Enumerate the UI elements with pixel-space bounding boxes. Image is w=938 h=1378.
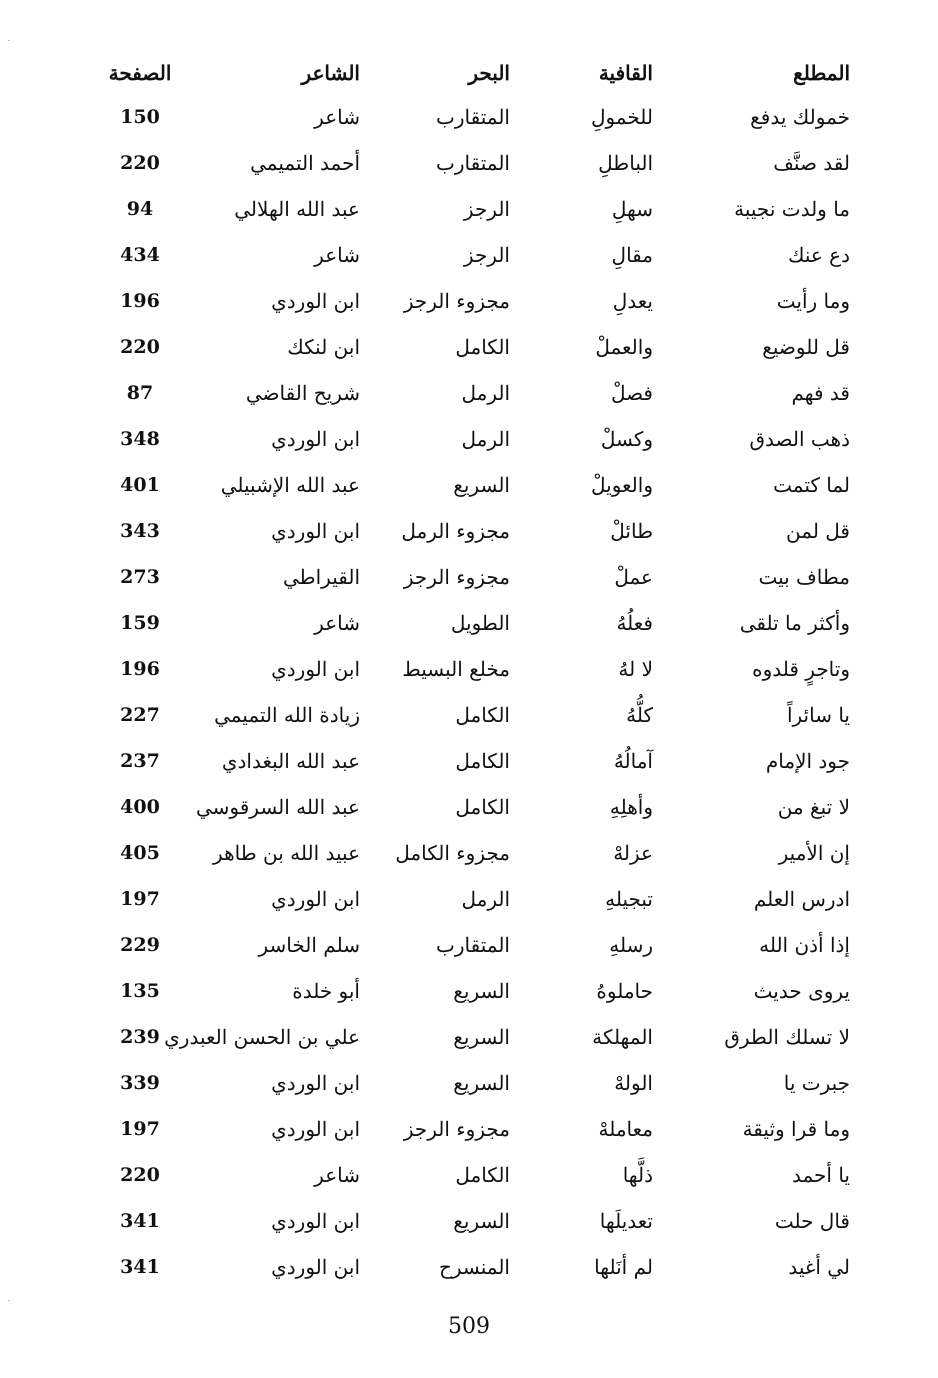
cell-shaer: ابن الوردي <box>271 1071 360 1095</box>
cell-bahr: مجزوء الرمل <box>401 519 510 543</box>
table-row <box>105 508 865 554</box>
table-row <box>105 462 865 508</box>
cell-qafia: رسلهِ <box>609 933 653 957</box>
cell-page: 94 <box>126 198 154 220</box>
cell-page: 237 <box>120 750 160 772</box>
cell-page: 401 <box>120 474 160 496</box>
table-row <box>105 1014 865 1060</box>
cell-page: 135 <box>120 980 160 1002</box>
cell-matla: وما رأيت <box>776 289 850 313</box>
table-row <box>105 922 865 968</box>
cell-page: 341 <box>120 1256 160 1278</box>
cell-qafia: حاملوهُ <box>596 979 653 1003</box>
cell-page: 196 <box>120 658 160 680</box>
cell-bahr: الكامل <box>455 1163 510 1187</box>
table-row <box>105 186 865 232</box>
cell-page: 197 <box>120 1118 160 1140</box>
table-row <box>105 600 865 646</box>
table-row <box>105 1244 865 1290</box>
cell-page: 196 <box>120 290 160 312</box>
table-row <box>105 830 865 876</box>
cell-bahr: الرجز <box>463 197 510 221</box>
cell-shaer: شاعر <box>314 1163 360 1187</box>
table-row <box>105 692 865 738</box>
table-header-row <box>105 52 865 94</box>
cell-matla: لقد صنَّف <box>773 151 850 175</box>
cell-matla: وأكثر ما تلقى <box>739 611 850 635</box>
cell-matla: ما ولدت نجيبة <box>734 197 850 221</box>
cell-shaer: شريح القاضي <box>245 381 360 405</box>
table-row <box>105 370 865 416</box>
cell-bahr: المتقارب <box>436 933 510 957</box>
cell-bahr: الكامل <box>455 795 510 819</box>
cell-shaer: ابن الوردي <box>271 289 360 313</box>
cell-qafia: المهلكة <box>592 1025 653 1049</box>
cell-matla: قد فهم <box>791 381 850 405</box>
cell-qafia: الولهْ <box>614 1071 653 1095</box>
table-row <box>105 416 865 462</box>
table-row <box>105 968 865 1014</box>
cell-qafia: عزلهْ <box>613 841 653 865</box>
cell-qafia: للخمولِ <box>590 105 653 129</box>
header-matla: المطلع <box>793 61 850 85</box>
table-row <box>105 554 865 600</box>
cell-qafia: كلُّهُ <box>626 703 653 727</box>
cell-qafia: سهلِ <box>611 197 653 221</box>
cell-bahr: الكامل <box>455 703 510 727</box>
cell-shaer: ابن الوردي <box>271 427 360 451</box>
cell-page: 339 <box>120 1072 160 1094</box>
cell-qafia: معاملهْ <box>598 1117 653 1141</box>
cell-page: 197 <box>120 888 160 910</box>
cell-bahr: مجزوء الكامل <box>395 841 510 865</box>
cell-bahr: الرجز <box>463 243 510 267</box>
cell-matla: إن الأمير <box>778 841 850 865</box>
cell-page: 434 <box>120 244 160 266</box>
cell-qafia: فصلْ <box>610 381 653 405</box>
cell-matla: لي أغيد <box>788 1255 850 1279</box>
cell-qafia: وكسلْ <box>600 427 653 451</box>
cell-qafia: عملْ <box>614 565 653 589</box>
cell-qafia: والعملْ <box>595 335 653 359</box>
cell-bahr: المتقارب <box>436 151 510 175</box>
scan-edge-mark <box>8 40 10 41</box>
cell-matla: وما قرا وثيقة <box>742 1117 850 1141</box>
cell-shaer: عبيد الله بن طاهر <box>213 841 360 865</box>
cell-bahr: الكامل <box>455 749 510 773</box>
table-row <box>105 1198 865 1244</box>
cell-bahr: السريع <box>453 1071 510 1095</box>
cell-qafia: وأهلِهِ <box>609 795 653 819</box>
cell-qafia: طائلْ <box>610 519 653 543</box>
cell-matla: يا أحمد <box>792 1163 850 1187</box>
table-row <box>105 1106 865 1152</box>
cell-shaer: ابن لنكك <box>287 335 360 359</box>
cell-bahr: السريع <box>453 1209 510 1233</box>
cell-matla: جود الإمام <box>765 749 850 773</box>
cell-shaer: ابن الوردي <box>271 519 360 543</box>
cell-page: 220 <box>120 152 160 174</box>
header-qafia: القافية <box>598 61 653 85</box>
cell-qafia: ذلَّها <box>622 1163 653 1187</box>
header-page: الصفحة <box>108 61 172 85</box>
cell-qafia: الباطلِ <box>598 151 653 175</box>
table-row <box>105 738 865 784</box>
cell-qafia: تعديلَها <box>599 1209 653 1233</box>
index-table <box>105 52 865 1290</box>
cell-bahr: السريع <box>453 979 510 1003</box>
cell-page: 341 <box>120 1210 160 1232</box>
table-row <box>105 140 865 186</box>
cell-bahr: مجزوء الرجز <box>403 1117 510 1141</box>
cell-page: 400 <box>120 796 160 818</box>
cell-shaer: علي بن الحسن العبدري <box>164 1025 360 1049</box>
cell-shaer: سلم الخاسر <box>258 933 360 957</box>
table-row <box>105 1060 865 1106</box>
cell-page: 87 <box>126 382 154 404</box>
cell-shaer: عبد الله الهلالي <box>234 197 360 221</box>
cell-matla: جبرت يا <box>783 1071 850 1095</box>
cell-matla: ادرس العلم <box>753 887 850 911</box>
cell-bahr: الرمل <box>461 887 510 911</box>
table-row <box>105 876 865 922</box>
cell-qafia: لا لهُ <box>618 657 653 681</box>
cell-shaer: عبد الله البغدادي <box>221 749 360 773</box>
cell-shaer: القيراطي <box>283 565 360 589</box>
cell-qafia: فعلُهُ <box>616 611 653 635</box>
cell-bahr: المنسرح <box>438 1255 510 1279</box>
cell-page: 348 <box>120 428 160 450</box>
table-row <box>105 1152 865 1198</box>
cell-bahr: مخلع البسيط <box>402 657 510 681</box>
cell-matla: ذهب الصدق <box>749 427 850 451</box>
cell-page: 227 <box>120 704 160 726</box>
cell-qafia: والعويلْ <box>590 473 653 497</box>
cell-bahr: الكامل <box>455 335 510 359</box>
cell-bahr: الرمل <box>461 427 510 451</box>
cell-shaer: أحمد التميمي <box>250 151 360 175</box>
cell-qafia: لم أنَلها <box>594 1255 653 1279</box>
cell-page: 220 <box>120 336 160 358</box>
cell-bahr: الرمل <box>461 381 510 405</box>
cell-page: 273 <box>120 566 160 588</box>
cell-page: 405 <box>120 842 160 864</box>
scan-edge-mark <box>8 1300 10 1301</box>
table-row <box>105 94 865 140</box>
cell-shaer: ابن الوردي <box>271 657 360 681</box>
cell-shaer: ابن الوردي <box>271 1255 360 1279</box>
cell-bahr: مجزوء الرجز <box>403 289 510 313</box>
cell-matla: قل لمن <box>786 519 850 543</box>
cell-page: 343 <box>120 520 160 542</box>
cell-matla: وتاجرٍ قلدوه <box>752 657 850 681</box>
cell-matla: دع عنك <box>787 243 850 267</box>
cell-matla: لما كتمت <box>773 473 850 497</box>
table-row <box>105 232 865 278</box>
cell-matla: قل للوضيع <box>762 335 850 359</box>
cell-matla: خمولك يدفع <box>750 105 850 129</box>
cell-matla: يروى حديث <box>753 979 850 1003</box>
cell-shaer: شاعر <box>314 243 360 267</box>
header-bahr: البحر <box>468 61 510 85</box>
cell-page: 239 <box>120 1026 160 1048</box>
cell-bahr: السريع <box>453 1025 510 1049</box>
cell-qafia: مقالِ <box>611 243 653 267</box>
cell-shaer: عبد الله الإشبيلي <box>220 473 360 497</box>
table-row <box>105 646 865 692</box>
cell-shaer: شاعر <box>314 105 360 129</box>
cell-bahr: المتقارب <box>436 105 510 129</box>
cell-shaer: ابن الوردي <box>271 1117 360 1141</box>
cell-page: 220 <box>120 1164 160 1186</box>
cell-qafia: تبجيلهِ <box>605 887 653 911</box>
cell-shaer: ابن الوردي <box>271 887 360 911</box>
cell-shaer: زيادة الله التميمي <box>214 703 360 727</box>
cell-page: 159 <box>120 612 160 634</box>
cell-matla: مطاف بيت <box>758 565 850 589</box>
cell-shaer: أبو خلدة <box>292 979 360 1003</box>
cell-qafia: آمالُهُ <box>613 749 653 773</box>
cell-matla: قال حلت <box>774 1209 850 1233</box>
page-number: 509 <box>448 1314 490 1339</box>
cell-matla: لا تسلك الطرق <box>724 1025 850 1049</box>
cell-bahr: الطويل <box>450 611 510 635</box>
cell-shaer: ابن الوردي <box>271 1209 360 1233</box>
cell-bahr: السريع <box>453 473 510 497</box>
cell-page: 150 <box>120 106 160 128</box>
table-row <box>105 784 865 830</box>
cell-shaer: عبد الله السرقوسي <box>195 795 360 819</box>
cell-shaer: شاعر <box>314 611 360 635</box>
cell-matla: يا سائراً <box>786 703 850 727</box>
cell-page: 229 <box>120 934 160 956</box>
table-row <box>105 278 865 324</box>
cell-qafia: يعدلِ <box>612 289 653 313</box>
table-row <box>105 324 865 370</box>
cell-matla: لا تبغ من <box>777 795 850 819</box>
cell-matla: إذا أذن الله <box>759 933 850 957</box>
header-shaer: الشاعر <box>301 61 360 85</box>
cell-bahr: مجزوء الرجز <box>403 565 510 589</box>
